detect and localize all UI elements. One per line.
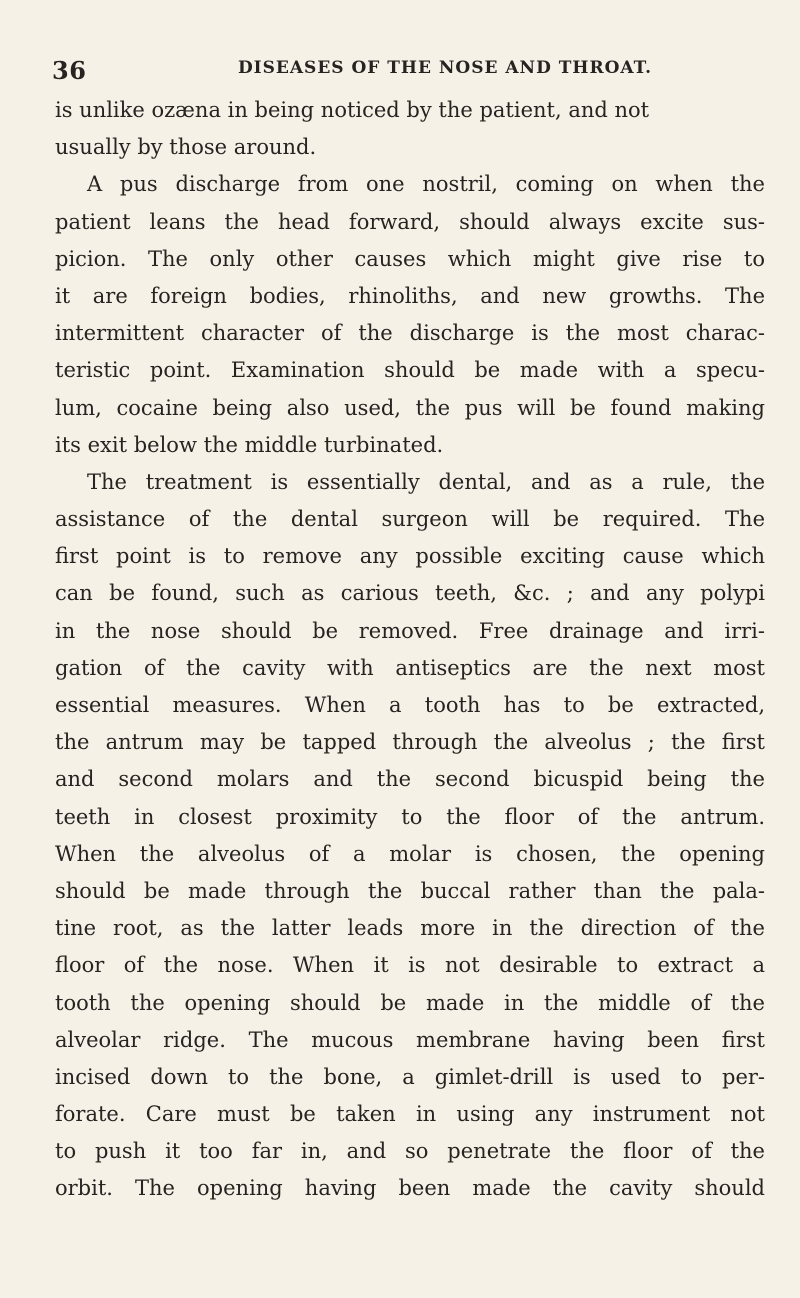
text-line: and second molars and the second bicuspid being the: [55, 767, 765, 792]
text-line: teristic point. Examination should be made with a specu-: [55, 358, 765, 383]
text-line: incised down to the bone, a gimlet-drill is used to per-: [55, 1064, 765, 1089]
text-line: is unlike ozæna in being noticed by the patient, and not: [55, 98, 650, 122]
text-line: it are foreign bodies, rhinoliths, and new growths. The: [55, 283, 765, 308]
text-line: the antrum may be tapped through the alveolus ; the first: [55, 730, 765, 755]
text-line: to push it too far in, and so penetrate the floor of the: [55, 1139, 765, 1164]
text-line: teeth in closest proximity to the floor of the antrum.: [55, 804, 765, 829]
page-number: 36: [52, 56, 87, 85]
text-line: its exit below the middle turbinated.: [55, 432, 444, 457]
text-line: The treatment is essentially dental, and as a rule, the: [87, 469, 765, 494]
text-line: first point is to remove any possible exciting cause which: [55, 544, 765, 569]
text-line: patient leans the head forward, should always excite sus-: [55, 209, 765, 234]
running-title: DISEASES OF THE NOSE AND THROAT.: [237, 58, 653, 78]
text-line: floor of the nose. When it is not desirable to extract a: [55, 953, 765, 978]
text-line: forate. Care must be taken in using any instrument not: [55, 1102, 765, 1127]
text-line: tine root, as the latter leads more in the direction of the: [55, 916, 765, 941]
text-line: can be found, such as carious teeth, &c. ; and any polypi: [55, 581, 765, 606]
body-text: [55, 92, 765, 1208]
text-line: in the nose should be removed. Free drainage and irri-: [55, 618, 765, 643]
text-line: assistance of the dental surgeon will be required. The: [55, 507, 765, 532]
text-line: usually by those around.: [55, 135, 317, 160]
text-line: When the alveolus of a molar is chosen, the opening: [55, 841, 765, 866]
text-line: alveolar ridge. The mucous membrane having been first: [55, 1027, 765, 1052]
text-line: picion. The only other causes which might give rise to: [55, 246, 765, 271]
text-line: should be made through the buccal rather than the pala-: [55, 878, 765, 903]
text-line: orbit. The opening having been made the cavity should: [55, 1176, 765, 1201]
text-line: tooth the opening should be made in the middle of the: [55, 990, 765, 1015]
text-line: A pus discharge from one nostril, coming on when the: [87, 172, 765, 197]
text-line: lum, cocaine being also used, the pus will be found making: [55, 395, 765, 420]
text-line: essential measures. When a tooth has to be extracted,: [55, 693, 765, 717]
text-line: intermittent character of the discharge is the most charac-: [55, 321, 765, 346]
text-line: gation of the cavity with antiseptics are the next most: [55, 655, 765, 680]
